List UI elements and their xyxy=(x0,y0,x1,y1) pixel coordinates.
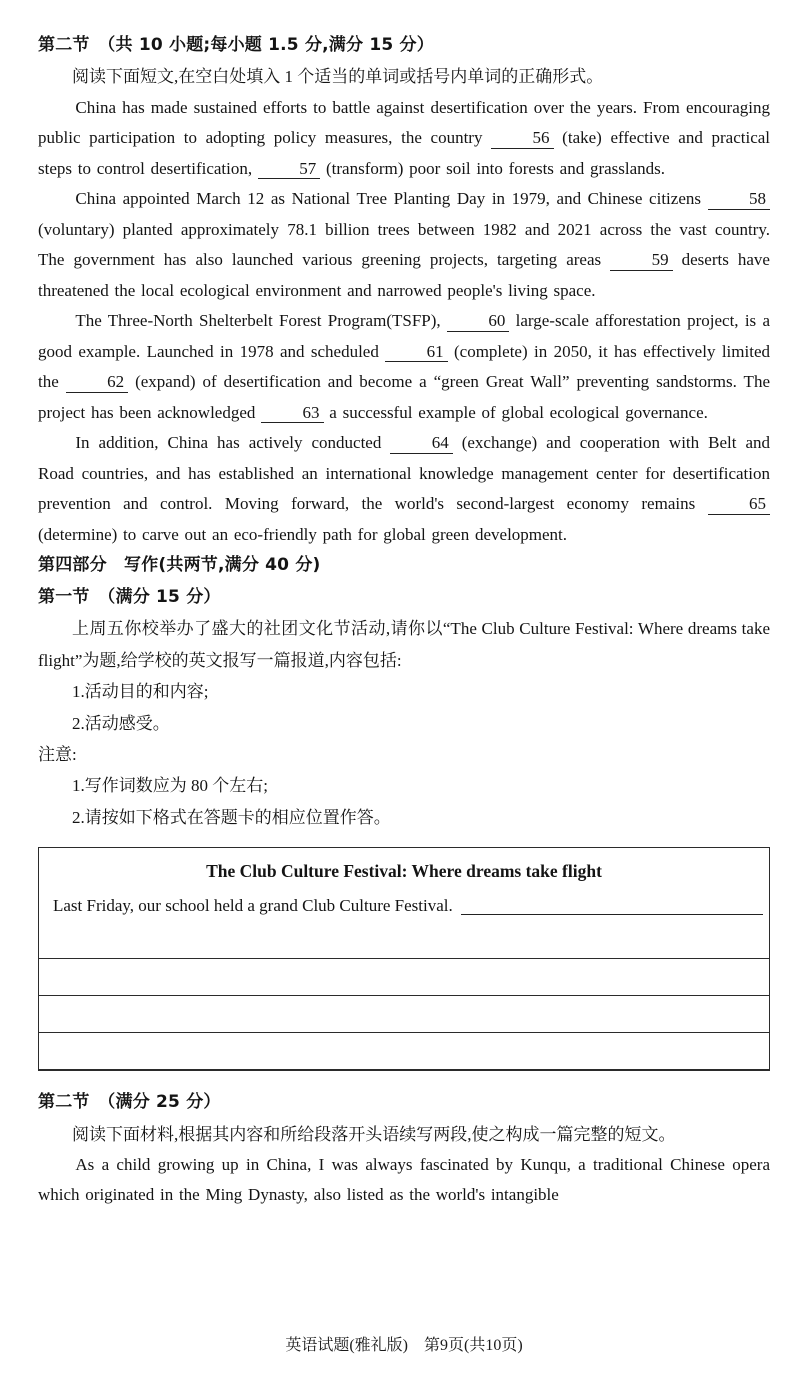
part4-section2-header: 第二节 （满分 25 分） xyxy=(38,1092,221,1113)
blank-65: 65 xyxy=(708,494,770,515)
prompt-point-1: 1.活动目的和内容; xyxy=(72,682,209,702)
exam-page xyxy=(38,30,771,1355)
blank-58: 58 xyxy=(708,189,770,210)
writing-underline xyxy=(461,914,763,915)
blank-64: 64 xyxy=(390,433,452,454)
passage-paragraph: In addition, China has actively conducted 64 (exchange) and cooperation with Belt and Road countries, and has established an international knowledge management center for desertification prevention and control. Moving forward, the world's second-largest economy remains 65 (determine) to carve out an eco-friendly path for global green development. xyxy=(38,433,770,544)
answer-ruled-lines xyxy=(39,922,769,1070)
section2-header: 第二节 （共 10 小题;每小题 1.5 分,满分 15 分） xyxy=(38,35,434,55)
essay-title: The Club Culture Festival: Where dreams take flight xyxy=(206,861,602,882)
cloze-passage xyxy=(38,93,770,551)
continuation-opening: As a child growing up in China, I was always fascinated by Kunqu, a traditional Chinese opera which originated in the Ming Dynasty, also listed as the world's intangible xyxy=(38,1154,770,1205)
answer-ruled-line xyxy=(39,959,769,996)
prompt-point-2: 2.活动感受。 xyxy=(72,713,170,733)
passage-paragraph: The Three-North Shelterbelt Forest Program(TSFP), 60 large-scale afforestation project, is a good example. Launched in 1978 and scheduled 61 (complete) in 2050, it has effectively limited the 62 (expand) of desertification and become a “green Great Wall” preventing sandstorms. The project has been acknowledged 63 a successful example of global ecological governance. xyxy=(38,311,771,422)
passage-paragraph: China appointed March 12 as National Tree Planting Day in 1979, and Chinese citizens 58 (voluntary) planted approximately 78.1 billion trees between 1982 and 2021 across the vast country. The government has also launched various greening projects, targeting areas 59 deserts have threatened the local ecological environment and narrowed people's living space. xyxy=(38,189,770,300)
continuation-instruction: 阅读下面材料,根据其内容和所给段落开头语续写两段,使之构成一篇完整的短文。 xyxy=(72,1124,676,1144)
blank-61: 61 xyxy=(385,342,447,363)
answer-box xyxy=(38,847,770,1071)
note-label: 注意: xyxy=(38,745,77,764)
page-footer: 英语试题(雅礼版) 第9页(共10页) xyxy=(285,1337,523,1355)
answer-ruled-line xyxy=(39,996,769,1033)
blank-62: 62 xyxy=(66,372,128,393)
blank-59: 59 xyxy=(610,250,672,271)
blank-57: 57 xyxy=(258,159,320,180)
blank-63: 63 xyxy=(261,403,323,424)
note-2: 2.请按如下格式在答题卡的相应位置作答。 xyxy=(72,807,391,827)
answer-ruled-line xyxy=(39,922,769,959)
blank-56: 56 xyxy=(491,128,553,149)
part4-header: 第四部分 写作(共两节,满分 40 分) xyxy=(38,555,321,576)
blank-60: 60 xyxy=(447,311,509,332)
writing-prompt: 上周五你校举办了盛大的社团文化节活动,请你以“The Club Culture Festival: Where dreams take flight”为题,给学校的英文报写一篇报道,内容包括: xyxy=(38,619,770,670)
essay-opening-line xyxy=(39,888,769,922)
essay-opening-text: Last Friday, our school held a grand Club Culture Festival. xyxy=(53,895,453,915)
part4-section1-header: 第一节 （满分 15 分） xyxy=(38,586,221,607)
passage-paragraph: China has made sustained efforts to battle against desertification over the years. From encouraging public participation to adopting policy measures, the country 56 (take) effective and practical steps to control desertification, 57 (transform) poor soil into forests and grasslands. xyxy=(38,97,771,178)
section2-instruction: 阅读下面短文,在空白处填入 1 个适当的单词或括号内单词的正确形式。 xyxy=(72,67,604,87)
note-1: 1.写作词数应为 80 个左右; xyxy=(72,776,268,796)
answer-ruled-line xyxy=(39,1033,769,1070)
